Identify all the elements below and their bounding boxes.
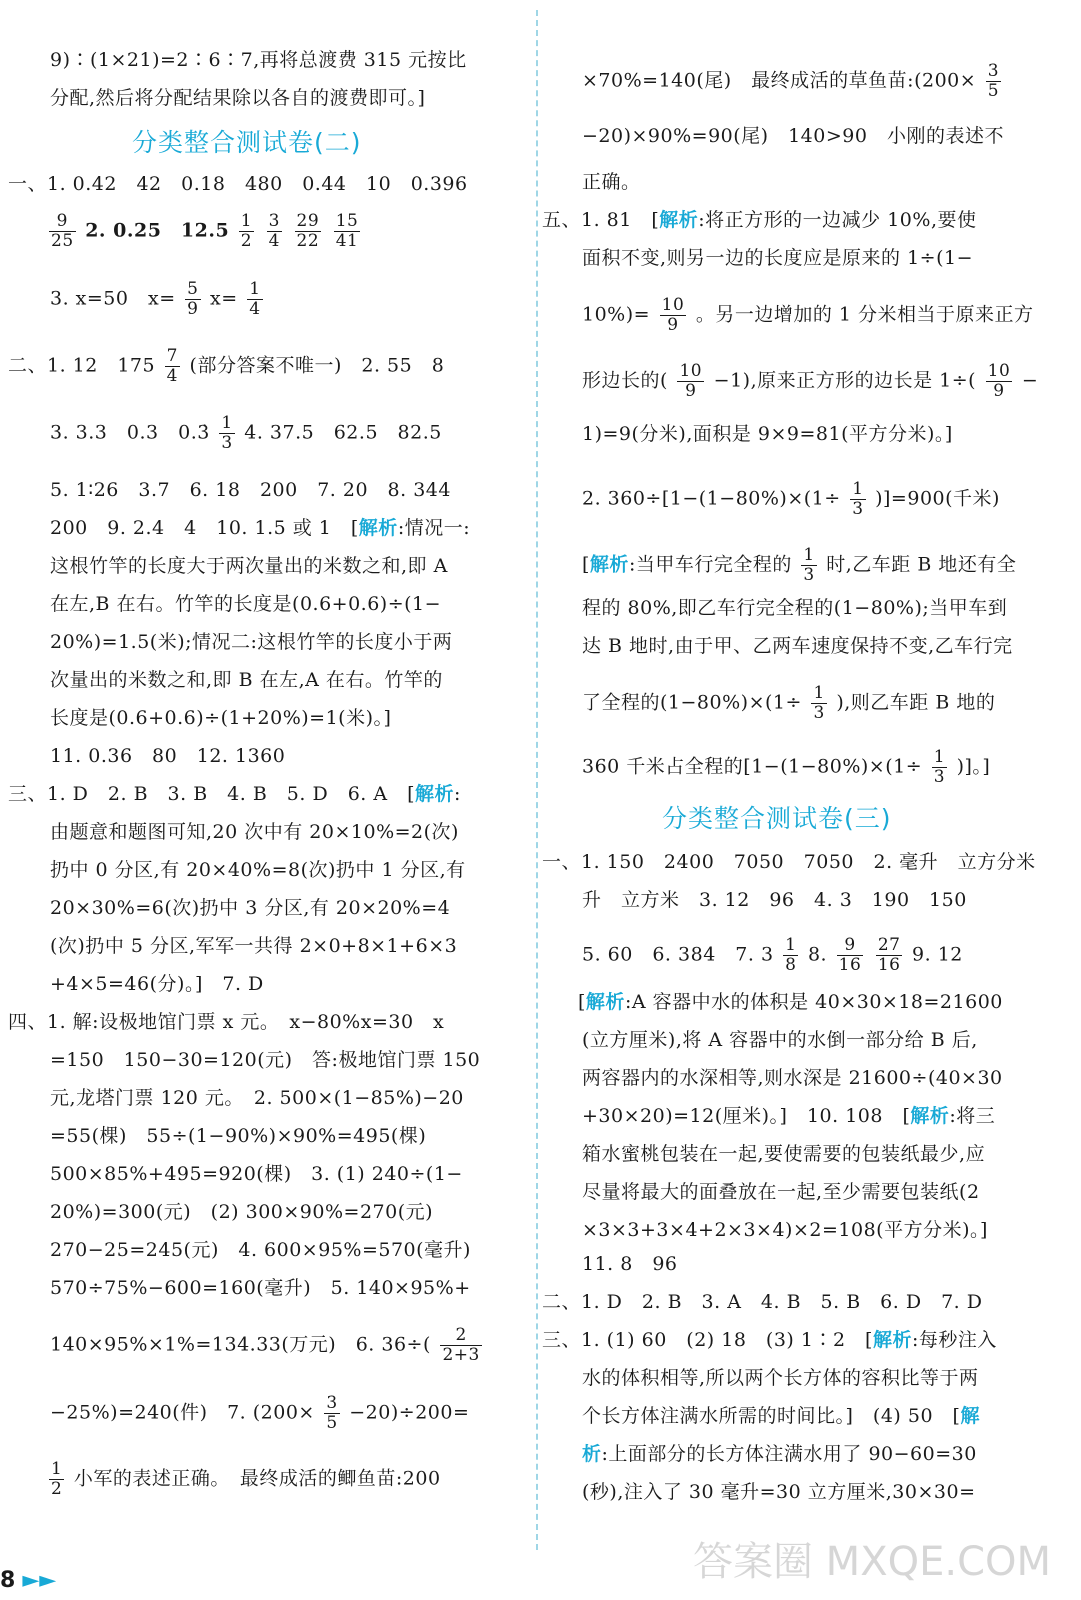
right-column	[542, 0, 1081, 1600]
text-line: 元,龙塔门票 120 元。 2. 500×(1−85%)−20	[50, 1087, 464, 1109]
text-line: 3. x=50 x= $\frac{5}{9}$ x= $\frac{1}{4}$	[50, 279, 261, 319]
text-line: =55(棵) 55÷(1−90%)×90%=495(棵)	[50, 1125, 427, 1147]
text-line: 二、1. 12 175 $\frac{7}{4}$ (部分答案不唯一) 2. 55 8	[8, 346, 445, 386]
text-line: 一、1. 0.42 42 0.18 480 0.44 10 0.396	[8, 173, 468, 195]
text-line: 析:上面部分的长方体注满水用了 90−60=30	[582, 1443, 977, 1465]
text-line: 三、1. (1) 60 (2) 18 (3) 1∶2 [解析:每秒注入	[542, 1329, 997, 1351]
fraction: $\frac{15}{41}$	[335, 211, 359, 251]
text-line: 扔中 0 分区,有 20×40%=8(次)扔中 1 分区,有	[50, 859, 466, 881]
analysis-label: 解析	[415, 783, 455, 805]
fraction: $\frac{10}{9}$	[987, 361, 1011, 401]
text-line: [解析:A 容器中水的体积是 40×30×18=21600	[578, 991, 1003, 1013]
text-line: 这根竹竿的长度大于两次量出的米数之和,即 A	[50, 555, 448, 577]
text-line: 五、1. 81 [解析:将正方形的一边减少 10%,要使	[542, 209, 977, 231]
double-arrow-icon: ►►	[22, 1568, 57, 1593]
text-line: =150 150−30=120(元) 答:极地馆门票 150	[50, 1049, 481, 1071]
fraction: $\frac{1}{3}$	[933, 747, 946, 787]
fraction: $\frac{29}{22}$	[296, 211, 320, 251]
text-line: 四、1. 解:设极地馆门票 x 元。 x−80%x=30 x	[8, 1011, 445, 1033]
watermark: 答案圈 MXQE.COM	[692, 1539, 1051, 1585]
text-line: 在左,B 在右。竹竿的长度是(0.6+0.6)÷(1−	[50, 593, 442, 615]
text-line: 尽量将最大的面叠放在一起,至少需要包装纸(2	[582, 1181, 980, 1203]
text-line: 升 立方米 3. 12 96 4. 3 190 150	[582, 889, 967, 911]
fraction: $\frac{1}{3}$	[852, 479, 864, 519]
text-line: 140×95%×1%=134.33(万元) 6. 36÷( $\frac{2}{2+3}$	[50, 1325, 480, 1365]
fraction: $\frac{27}{16}$	[877, 935, 901, 975]
text-line: 箱水蜜桃包装在一起,要使需要的包装纸最少,应	[582, 1143, 986, 1165]
fraction: $\frac{1}{3}$	[803, 545, 815, 585]
page-footer	[0, 1568, 56, 1593]
analysis-label: 析	[582, 1443, 602, 1465]
fraction: $\frac{1}{3}$	[221, 413, 233, 453]
text-line: $\frac{1}{2}$ 小军的表述正确。 最终成活的鲫鱼苗:200	[51, 1459, 441, 1499]
text-line: ×70%=140(尾) 最终成活的草鱼苗:(200× $\frac{3}{5}$	[582, 61, 1000, 101]
text-line: 11. 8 96	[582, 1253, 678, 1275]
text-line: 程的 80%,即乙车行完全程的(1−80%);当甲车到	[582, 597, 1008, 619]
fraction: $\frac{3}{5}$	[987, 61, 1000, 101]
text-line: 9)∶(1×21)=2∶6∶7,再将总渡费 315 元按比	[50, 49, 467, 71]
text-line: −20)×90%=90(尾) 140>90 小刚的表述不	[582, 125, 1004, 147]
text-line: $\frac{9}{25}$ 2. 0.25 12.5 $\frac{1}{2}$ $\frac{3}{4}$ $\frac{29}{22}$ $\frac{15}{41}$	[51, 211, 359, 251]
text-line: 二、1. D 2. B 3. A 4. B 5. B 6. D 7. D	[542, 1291, 983, 1313]
page-number: 8	[0, 1568, 16, 1593]
analysis-label: 解析	[585, 991, 625, 1013]
text-line: 1)=9(分米),面积是 9×9=81(平方分米)。]	[582, 423, 953, 445]
fraction: $\frac{1}{2}$	[51, 1459, 63, 1499]
analysis-label: 解析	[659, 209, 699, 231]
text-line: 11. 0.36 80 12. 1360	[50, 745, 286, 767]
text-line: (立方厘米),将 A 容器中的水倒一部分给 B 后,	[582, 1029, 978, 1051]
text-line: −25%)=240(件) 7. (200× $\frac{3}{5}$ −20)÷200=	[50, 1393, 470, 1433]
text-line: (次)扔中 5 分区,军军一共得 2×0+8×1+6×3	[50, 935, 458, 957]
text-line: 200 9. 2.4 4 10. 1.5 或 1 [解析:情况一:	[50, 517, 471, 539]
text-line: 2. 360÷[1−(1−80%)×(1÷ $\frac{1}{3}$ )]=900(千米)	[582, 479, 1000, 519]
fraction: $\frac{9}{25}$	[51, 211, 74, 251]
text-line: 了全程的(1−80%)×(1÷ $\frac{1}{3}$ ),则乙车距 B 地的	[582, 683, 996, 723]
text-line: 个长方体注满水所需的时间比。] (4) 50 [解	[582, 1405, 980, 1427]
text-line: 10%)= $\frac{10}{9}$ 。另一边增加的 1 分米相当于原来正方	[582, 295, 1034, 335]
column-divider	[536, 10, 538, 1550]
text-line: 20×30%=6(次)扔中 3 分区,有 20×20%=4	[50, 897, 451, 919]
fraction: $\frac{1}{3}$	[813, 683, 825, 723]
text-line: 5. 1∶26 3.7 6. 18 200 7. 20 8. 344	[50, 479, 451, 501]
text-line: 270−25=245(元) 4. 600×95%=570(毫升)	[50, 1239, 471, 1261]
text-line: 正确。	[582, 171, 641, 193]
text-line: 分配,然后将分配结果除以各自的渡费即可。]	[50, 87, 426, 109]
text-line: (秒),注入了 30 毫升=30 立方厘米,30×30=	[582, 1481, 976, 1503]
fraction: $\frac{5}{9}$	[187, 279, 199, 319]
fraction: $\frac{2}{2+3}$	[442, 1325, 480, 1365]
text-line: 20%)=300(元) (2) 300×90%=270(元)	[50, 1201, 434, 1223]
analysis-label: 解析	[872, 1329, 912, 1351]
section-title: 分类整合测试卷(二)	[132, 128, 362, 157]
text-line: 500×85%+495=920(棵) 3. (1) 240÷(1−	[50, 1163, 463, 1185]
fraction: $\frac{1}{8}$	[785, 935, 797, 975]
fraction: $\frac{10}{9}$	[661, 295, 685, 335]
text-line: 两容器内的水深相等,则水深是 21600÷(40×30	[582, 1067, 1003, 1089]
text-line: 360 千米占全程的[1−(1−80%)×(1÷ $\frac{1}{3}$ )]。]	[582, 747, 991, 787]
text-line: 水的体积相等,所以两个长方体的容积比等于两	[582, 1367, 979, 1389]
analysis-label: 解析	[589, 553, 629, 576]
analysis-label: 解	[960, 1405, 980, 1427]
fraction: $\frac{1}{4}$	[249, 279, 261, 319]
text-line: ×3×3+3×4+2×3×4)×2=108(平方分米)。]	[582, 1219, 988, 1241]
fraction: $\frac{7}{4}$	[166, 346, 178, 386]
fraction: $\frac{1}{2}$	[240, 211, 253, 251]
text-line: 三、1. D 2. B 3. B 4. B 5. D 6. A [解析:	[8, 783, 461, 805]
text-line: 20%)=1.5(米);情况二:这根竹竿的长度小于两	[50, 631, 453, 653]
section-title: 分类整合测试卷(三)	[662, 804, 892, 833]
text-line: 570÷75%−600=160(毫升) 5. 140×95%+	[50, 1277, 471, 1299]
text-line: 5. 60 6. 384 7. 3 $\frac{1}{8}$ 8. $\frac{9}{16}$ $\frac{27}{16}$ 9. 12	[582, 935, 963, 975]
fraction: $\frac{3}{5}$	[326, 1393, 338, 1433]
text-line: 形边长的( $\frac{10}{9}$ −1),原来正方形的边长是 1÷( $\frac{10}{9}$ −	[582, 361, 1039, 401]
text-line: 长度是(0.6+0.6)÷(1+20%)=1(米)。]	[50, 707, 392, 729]
text-line: 达 B 地时,由于甲、乙两车速度保持不变,乙车行完	[582, 635, 1013, 657]
fraction: $\frac{3}{4}$	[268, 211, 280, 251]
text-line: +30×20)=12(厘米)。] 10. 108 [解析:将三	[582, 1105, 996, 1127]
text-line: [解析:当甲车行完全程的 $\frac{1}{3}$ 时,乙车距 B 地还有全	[582, 545, 1017, 585]
text-line: 3. 3.3 0.3 0.3̇ $\frac{1}{3}$ 4. 37.5 62.5 82.5	[50, 413, 442, 453]
fraction: $\frac{10}{9}$	[679, 361, 703, 401]
text-line: 由题意和题图可知,20 次中有 20×10%=2(次)	[50, 821, 459, 843]
text-line: 面积不变,则另一边的长度应是原来的 1÷(1−	[582, 247, 974, 269]
analysis-label: 解析	[358, 517, 398, 539]
left-column	[0, 0, 528, 1600]
text-line: 一、1. 150 2400 7050 7050 2. 毫升 立方分米	[542, 851, 1036, 873]
analysis-label: 解析	[910, 1105, 950, 1127]
text-line: 次量出的米数之和,即 B 在左,A 在右。竹竿的	[50, 669, 443, 691]
fraction: $\frac{9}{16}$	[838, 935, 862, 975]
text-line: +4×5=46(分)。] 7. D	[50, 973, 264, 995]
